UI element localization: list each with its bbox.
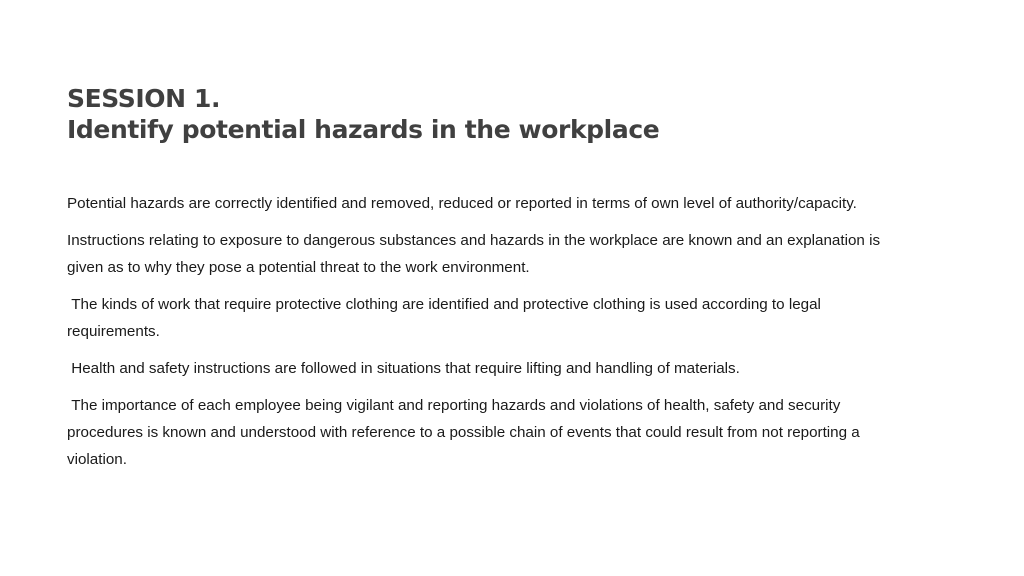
session-heading: SESSION 1. — [67, 84, 221, 113]
slide-body — [67, 190, 917, 483]
paragraph-dangerous-substances: Instructions relating to exposure to dangerous substances and hazards in the workplace are known and an explanation is given as to why they pose a potential threat to the work environment. — [67, 232, 885, 276]
paragraph-hazard-identification: Potential hazards are correctly identified and removed, reduced or reported in terms of own level of authority/capacity. — [67, 195, 857, 212]
paragraph-protective-clothing: The kinds of work that require protective clothing are identified and protective clothing is used according to legal requirements. — [67, 296, 826, 340]
paragraph-lifting-handling: Health and safety instructions are followed in situations that require lifting and handling of materials. — [67, 360, 740, 377]
session-subtitle: Identify potential hazards in the workplace — [67, 115, 660, 144]
paragraph-vigilance-reporting: The importance of each employee being vigilant and reporting hazards and violations of health, safety and security procedures is known and understood with reference to a possible chain of events that could result from not reporting a violation. — [67, 397, 864, 468]
slide-title — [67, 83, 947, 145]
